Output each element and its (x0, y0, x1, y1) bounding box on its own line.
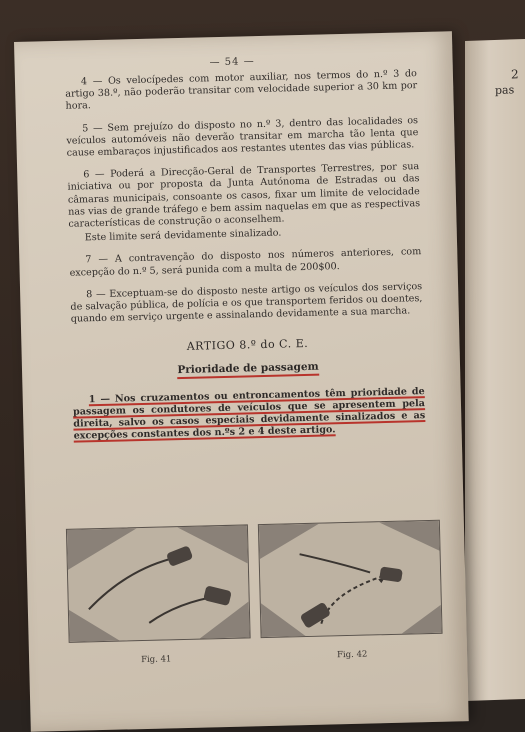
highlighted-paragraph (73, 386, 426, 443)
section-title-text: Prioridade de passagem (177, 360, 319, 378)
figure-42-diagram (258, 520, 443, 638)
paragraph-5: 5 — Sem prejuízo do disposto no n.º 3, dentro das localidades os veículos automóveis não deverão transitar em marcha tão lenta que cause embaraços injustificados aos restantes utentes das vias públicas. (66, 114, 419, 159)
next-page-number: 2 (511, 67, 519, 82)
section-title (72, 358, 424, 379)
figure-42-caption: Fig. 42 (336, 649, 368, 661)
highlighted-paragraph-text: 1 — Nos cruzamentos ou entroncamentos têm prioridade de passagem os condutores de veículos que se apresentem pela direita, salvo os casos especiais devidamente sinalizados e as excepções constantes dos n.ºs 2 e 4 deste artigo. (72, 385, 426, 443)
figure-41-caption: Fig. 41 (141, 654, 172, 666)
page-number: — 54 — (209, 56, 255, 69)
book-page (14, 31, 469, 731)
next-page-text: pas (495, 83, 515, 97)
paragraph-7: 7 — A contravenção do disposto nos números anteriores, com excepção do n.º 5, será punida com a multa de 200$00. (69, 246, 422, 279)
intersection-diagram-icon (67, 525, 250, 641)
paragraph-6: 6 — Poderá a Direcção-Geral de Transportes Terrestres, por sua iniciativa ou por proposta da Junta Autónoma de Estradas ou das câmaras municipais, consoante os casos, fixar um limite de velocidade nas vias de grande tráfego e bem assim naquelas em que as respectivas características de construção o aconselhem. (67, 161, 421, 230)
paragraph-6-note: Este limite será devidamente sinalizado. (84, 227, 282, 244)
page-body (65, 68, 426, 453)
figures (66, 520, 441, 666)
paragraph-8: 8 — Exceptuam-se do disposto neste artigo os veículos dos serviços de salvação pública, de polícia e os que transportem feridos ou doentes, quando em serviço urgente e assinalando devidamente a sua marcha. (70, 280, 423, 325)
next-page-edge (465, 39, 525, 701)
figure-41-diagram (66, 524, 251, 642)
paragraph-4: 4 — Os velocípedes com motor auxiliar, nos termos do n.º 3 do artigo 38.º, não poderão transitar com velocidade superior a 30 km por hora. (65, 68, 418, 113)
article-title: ARTIGO 8.º do C. E. (186, 337, 309, 354)
intersection-diagram-icon (259, 521, 442, 637)
